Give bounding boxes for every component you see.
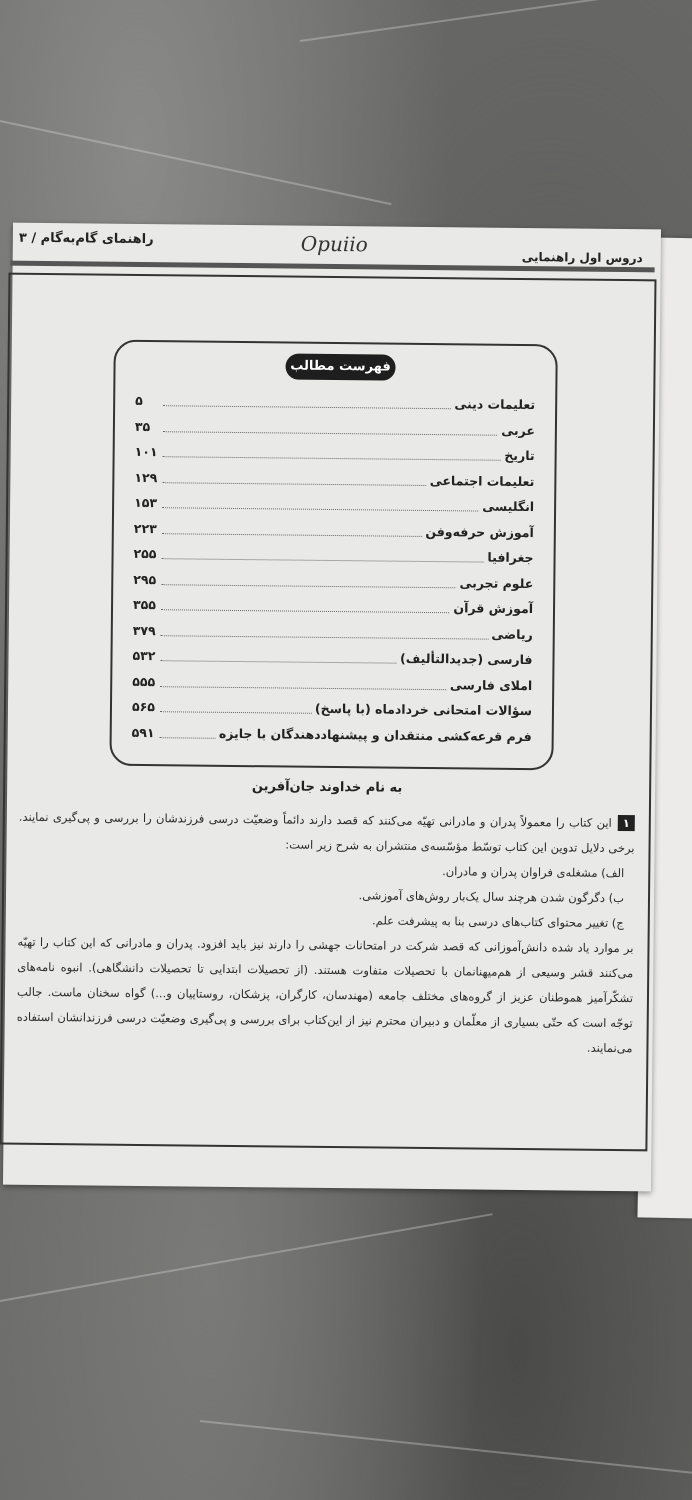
marble-vein	[0, 120, 391, 205]
paragraph-number: ۱	[618, 815, 635, 831]
dot-leader	[161, 635, 533, 640]
toc-entry	[133, 617, 533, 643]
toc-entry-page: ۵۶۵	[132, 698, 158, 716]
book-page	[3, 223, 661, 1192]
toc-entry-title: علوم تجربی	[456, 574, 533, 593]
header-right: دروس اول راهنمایی	[521, 249, 643, 266]
toc-entry-title: املای فارسی	[447, 676, 533, 695]
toc-entry	[133, 541, 533, 567]
toc-entry	[132, 719, 532, 745]
toc-entry-title: جغرافیا	[484, 549, 533, 568]
toc-entry-title: تاریخ	[501, 447, 534, 465]
toc-entry-title: آموزش قرآن	[450, 599, 533, 618]
toc-entry-page: ۵۹۱	[132, 723, 158, 741]
toc-entry-page: ۱۰۱	[135, 443, 161, 461]
intro-title: به نام خداوند جان‌آفرین	[251, 779, 403, 796]
toc-entry-page: ۳۵	[135, 417, 153, 435]
toc-entry-title: فارسی (جدیدالتألیف)	[397, 650, 533, 669]
toc-entry-title: فرم قرعه‌کشی منتقدان و پیشنهاددهندگان با جایزه	[216, 724, 532, 745]
toc-entry-title: تعلیمات دینی	[451, 395, 535, 414]
marble-vein	[0, 1213, 493, 1302]
header-left: راهنمای گام‌به‌گام / ۳	[18, 230, 154, 248]
toc-entry-title: ریاضی	[488, 625, 532, 643]
toc-entry-page: ۳۵۵	[133, 596, 159, 614]
dot-leader	[162, 558, 534, 563]
toc-entry	[132, 668, 532, 694]
toc-entry	[134, 464, 534, 490]
toc-entry-page: ۲۵۵	[133, 545, 159, 563]
toc-entry	[133, 592, 533, 618]
page-frame	[0, 230, 656, 1152]
toc-entry-page: ۵۳۲	[132, 647, 158, 665]
dot-leader	[163, 431, 535, 436]
toc-entry-title: انگلیسی	[479, 498, 534, 517]
dot-leader	[163, 456, 535, 461]
intro-text	[16, 805, 635, 1061]
toc-entry	[133, 566, 533, 592]
toc-entry-page: ۲۲۳	[134, 519, 160, 537]
toc-entry-page: ۱۲۹	[134, 468, 160, 486]
toc-entry-title: آموزش حرفه‌وفن	[422, 522, 534, 541]
toc-entry	[134, 490, 534, 516]
marble-vein	[300, 0, 692, 42]
publisher-logo: Opuiio	[300, 231, 368, 257]
intro-item-c: ج) تغییر محتوای کتاب‌های درسی بنا به پیشرفت علم.	[371, 913, 624, 931]
toc-entry	[134, 515, 534, 541]
toc-entry-page: ۳۷۹	[133, 621, 159, 639]
toc-entry-page: ۵	[135, 392, 146, 410]
toc-entry-page: ۱۵۳	[134, 494, 160, 512]
toc-entry-title: تعلیمات اجتماعی	[427, 471, 535, 490]
toc-entry	[135, 388, 535, 414]
intro-p1: این کتاب را معمولاً پدران و مادرانی تهیّه می‌کنند که قصد دارند دائماً وضعیّت درسی فرزندشان را بررسی و پی‌گیری نمایند. برخی دلایل تدوین این کتاب توسّط مؤسّسه‌ی منتشران به شرح زیر است:	[18, 809, 635, 856]
intro-p2: بر موارد یاد شده دانش‌آموزانی که قصد شرکت در امتحانات جهشی را دارند نیز باید افزود. پدران و مادرانی که این کتاب را تهیّه می‌کنند قشر وسیعی از هم‌میهنانمان با تحصیلات متفاوت هستند. (از تحصیلات ابتدایی تا تحصیلات دانشگاهی). انبوه نامه‌های تشکّرآمیز هموطنان عزیز از گروه‌های مختلف جامعه (مهندسان، کارگران، پزشکان، روستاییان و...) گواه سخنان ماست. جالب توجّه است که حتّی بسیاری از معلّمان و دبیران محترم نیز از این‌کتاب برای بررسی و پی‌گیری وضعیّت درسی فرزندانشان استفاده می‌نمایند.	[16, 934, 634, 1056]
toc-entry-title: عربی	[498, 421, 535, 439]
toc-entry-page: ۵۵۵	[132, 672, 158, 690]
intro-item-a: الف) مشغله‌ی فراوان پدران و مادران.	[442, 864, 625, 881]
toc-entry	[132, 643, 532, 669]
toc-title: فهرست مطالب	[285, 353, 395, 380]
table-of-contents	[109, 340, 557, 771]
marble-vein	[200, 1420, 692, 1476]
toc-entry-title: سؤالات امتحانی خردادماه (با پاسخ)	[312, 700, 532, 720]
toc-entry-page: ۲۹۵	[133, 570, 159, 588]
intro-item-b: ب) دگرگون شدن هرچند سال یک‌بار روش‌های آموزشی.	[358, 888, 625, 906]
toc-entry	[132, 694, 532, 720]
toc-entry	[135, 439, 535, 465]
toc-entry	[135, 413, 535, 439]
